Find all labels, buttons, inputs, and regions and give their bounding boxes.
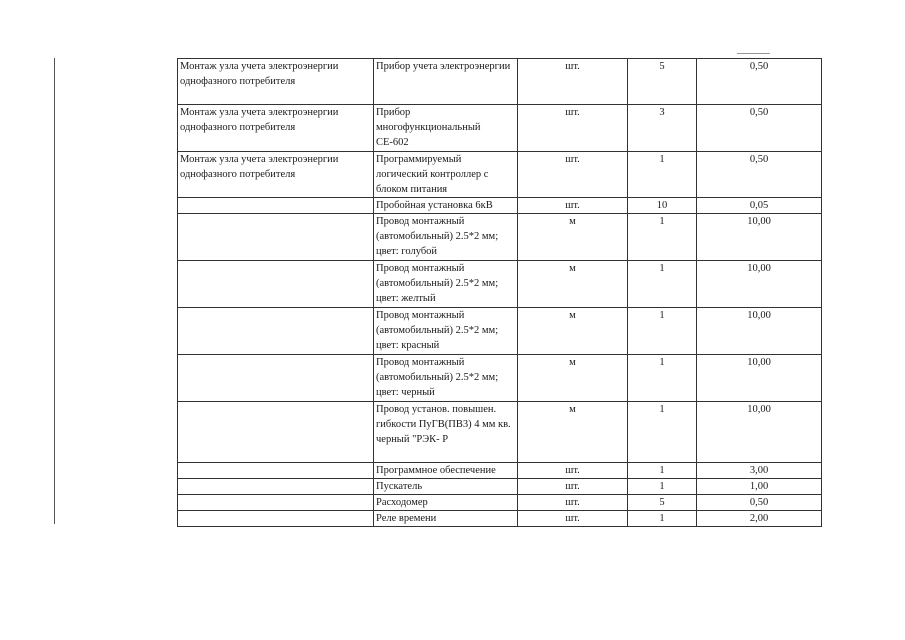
table-row <box>178 479 822 495</box>
unit-cell: шт. <box>518 198 628 214</box>
unit-cell: м <box>518 308 628 355</box>
work-name-cell: Монтаж узла учета электроэнергии однофазного потребителя <box>178 105 374 152</box>
unit-cell: шт. <box>518 479 628 495</box>
value-cell: 3,00 <box>697 463 822 479</box>
item-name-cell: Прибор многофункциональный СЕ-602 <box>374 105 518 152</box>
quantity-cell: 5 <box>628 59 697 105</box>
quantity-cell: 1 <box>628 355 697 402</box>
unit-cell: шт. <box>518 152 628 198</box>
quantity-cell: 10 <box>628 198 697 214</box>
item-name-cell: Провод монтажный (автомобильный) 2.5*2 мм; цвет: голубой <box>374 214 518 261</box>
table-row <box>178 105 822 152</box>
unit-cell: шт. <box>518 511 628 527</box>
specification-table <box>177 58 822 527</box>
item-name-cell: Провод монтажный (автомобильный) 2.5*2 мм; цвет: желтый <box>374 261 518 308</box>
value-cell: 2,00 <box>697 511 822 527</box>
item-name-cell: Провод установ. повышен. гибкости ПуГВ(ПВ3) 4 мм кв. черный "РЭК- Р <box>374 402 518 463</box>
work-name-cell <box>178 495 374 511</box>
value-cell: 10,00 <box>697 214 822 261</box>
table-row <box>178 402 822 463</box>
value-cell: 1,00 <box>697 479 822 495</box>
table-row <box>178 355 822 402</box>
quantity-cell: 3 <box>628 105 697 152</box>
value-cell: 0,05 <box>697 198 822 214</box>
work-name-cell <box>178 463 374 479</box>
value-cell: 0,50 <box>697 105 822 152</box>
unit-cell: м <box>518 214 628 261</box>
work-name-cell <box>178 402 374 463</box>
item-name-cell: Пускатель <box>374 479 518 495</box>
value-cell: 10,00 <box>697 261 822 308</box>
unit-cell: шт. <box>518 105 628 152</box>
table-row <box>178 511 822 527</box>
work-name-cell <box>178 214 374 261</box>
table-row <box>178 198 822 214</box>
value-cell: 0,50 <box>697 152 822 198</box>
quantity-cell: 1 <box>628 214 697 261</box>
value-cell: 10,00 <box>697 402 822 463</box>
item-name-cell: Пробойная установка 6кВ <box>374 198 518 214</box>
work-name-cell <box>178 355 374 402</box>
work-name-cell <box>178 511 374 527</box>
unit-cell: м <box>518 355 628 402</box>
value-cell: 10,00 <box>697 308 822 355</box>
quantity-cell: 1 <box>628 152 697 198</box>
quantity-cell: 1 <box>628 479 697 495</box>
page-margin-line <box>54 58 55 524</box>
unit-cell: м <box>518 402 628 463</box>
work-name-cell: Монтаж узла учета электроэнергии однофазного потребителя <box>178 152 374 198</box>
unit-cell: шт. <box>518 59 628 105</box>
work-name-cell: Монтаж узла учета электроэнергии однофазного потребителя <box>178 59 374 105</box>
value-cell: 0,50 <box>697 495 822 511</box>
item-name-cell: Прибор учета электроэнергии <box>374 59 518 105</box>
quantity-cell: 5 <box>628 495 697 511</box>
work-name-cell <box>178 198 374 214</box>
item-name-cell: Программируемый логический контроллер с блоком питания <box>374 152 518 198</box>
table-row <box>178 261 822 308</box>
quantity-cell: 1 <box>628 402 697 463</box>
value-cell: 0,50 <box>697 59 822 105</box>
item-name-cell: Расходомер <box>374 495 518 511</box>
quantity-cell: 1 <box>628 511 697 527</box>
table-top-stub-line <box>737 53 770 54</box>
table-row <box>178 152 822 198</box>
item-name-cell: Реле времени <box>374 511 518 527</box>
table-row <box>178 495 822 511</box>
work-name-cell <box>178 261 374 308</box>
item-name-cell: Программное обеспечение <box>374 463 518 479</box>
work-name-cell <box>178 479 374 495</box>
unit-cell: шт. <box>518 463 628 479</box>
unit-cell: м <box>518 261 628 308</box>
work-name-cell <box>178 308 374 355</box>
value-cell: 10,00 <box>697 355 822 402</box>
table-row <box>178 214 822 261</box>
table-row <box>178 463 822 479</box>
quantity-cell: 1 <box>628 308 697 355</box>
table-row <box>178 308 822 355</box>
item-name-cell: Провод монтажный (автомобильный) 2.5*2 мм; цвет: красный <box>374 308 518 355</box>
quantity-cell: 1 <box>628 261 697 308</box>
item-name-cell: Провод монтажный (автомобильный) 2.5*2 мм; цвет: черный <box>374 355 518 402</box>
table-row <box>178 59 822 105</box>
unit-cell: шт. <box>518 495 628 511</box>
quantity-cell: 1 <box>628 463 697 479</box>
